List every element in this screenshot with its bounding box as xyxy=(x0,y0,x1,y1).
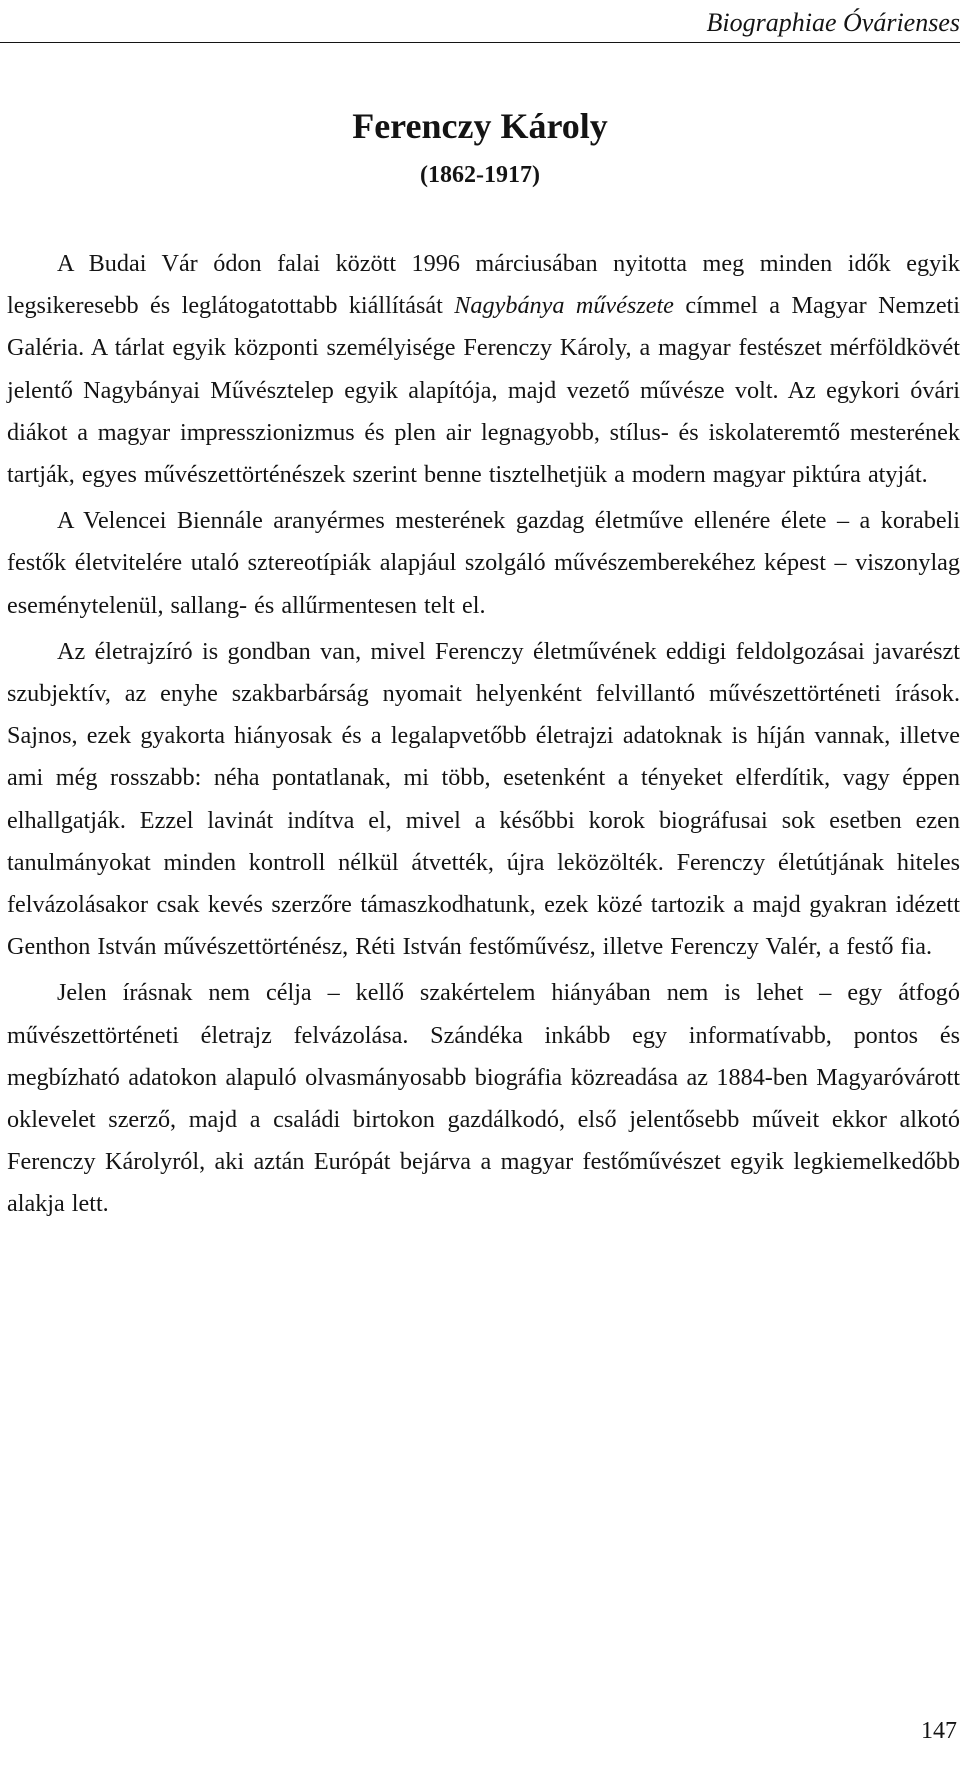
paragraph-1 xyxy=(7,243,960,496)
paragraph-4: Jelen írásnak nem célja – kellő szakértelem hiányában nem is lehet – egy átfogó művészettörténeti életrajz felvázolása. Szándéka inkább egy informatívabb, pontos és megbízható adatokon alapuló olvasmányosabb biográfia közreadása az 1884-ben Magyaróvárott oklevelet szerző, majd a családi birtokon gazdálkodó, első jelentősebb műveit ekkor alkotó Ferenczy Károlyról, aki aztán Európát bejárva a magyar festőművészet egyik legkiemelkedőbb alakja lett. xyxy=(7,979,960,1218)
paragraph-3: Az életrajzíró is gondban van, mivel Ferenczy életművének eddigi feldolgozásai javarészt szubjektív, az enyhe szakbarbárság nyomait helyenként felvillantó művészettörténeti írások. Sajnos, ezek gyakorta hiányosak és a legalapvetőbb életrajzi adatoknak is híján vannak, illetve ami még rosszabb: néha pontatlanak, mi több, esetenként a tényeket elferdítik, vagy éppen elhallgatják. Ezzel lavinát indítva el, mivel a későbbi korok biográfusai sok esetben ezen tanulmányokat minden kontroll nélkül átvették, újra leközölték. Ferenczy életútjának hiteles felvázolásakor csak kevés szerzőre támaszkodhatunk, ezek közé tartozik a majd gyakran idézett Genthon István művészettörténész, Réti István festőművész, illetve Ferenczy Valér, a festő fia. xyxy=(7,637,960,961)
paragraph-1-rest: címmel a Magyar Nemzeti Galéria. A tárlat egyik központi személyisége Ferenczy Károly, a magyar festészet mérföldkövét jelentő Nagybányai Művésztelep egyik alapítója, majd vezető művésze volt. Az egykori óvári diákot a magyar impresszionizmus és plen air legnagyobb, stílus- és iskolateremtő mesterének tartják, egyes művészettörténészek szerint benne tisztelhetjük a modern magyar piktúra atyját. xyxy=(7,292,960,489)
article-dates: (1862-1917) xyxy=(420,162,540,188)
article-title: Ferenczy Károly xyxy=(352,106,608,146)
exhibition-title: Nagybánya művészete xyxy=(454,292,674,320)
header-divider xyxy=(0,42,960,43)
paragraph-1-lead: A Budai Vár ódon falai között 1996 márciusában nyitotta meg minden idők egyik legsikeresebb és leglátogatottabb kiállítását xyxy=(7,250,960,320)
paragraph-2: A Velencei Biennále aranyérmes mesterének gazdag életműve ellenére élete – a korabeli festők életvitelére utaló sztereotípiák alapjául szolgáló művészemberekéhez képest – viszonylag eseménytelenül, sallang- és allűrmentesen telt el. xyxy=(7,507,960,619)
running-header-title: Biographiae Óvárienses xyxy=(706,8,960,37)
article-body xyxy=(7,243,960,1226)
page-number: 147 xyxy=(921,1718,957,1744)
